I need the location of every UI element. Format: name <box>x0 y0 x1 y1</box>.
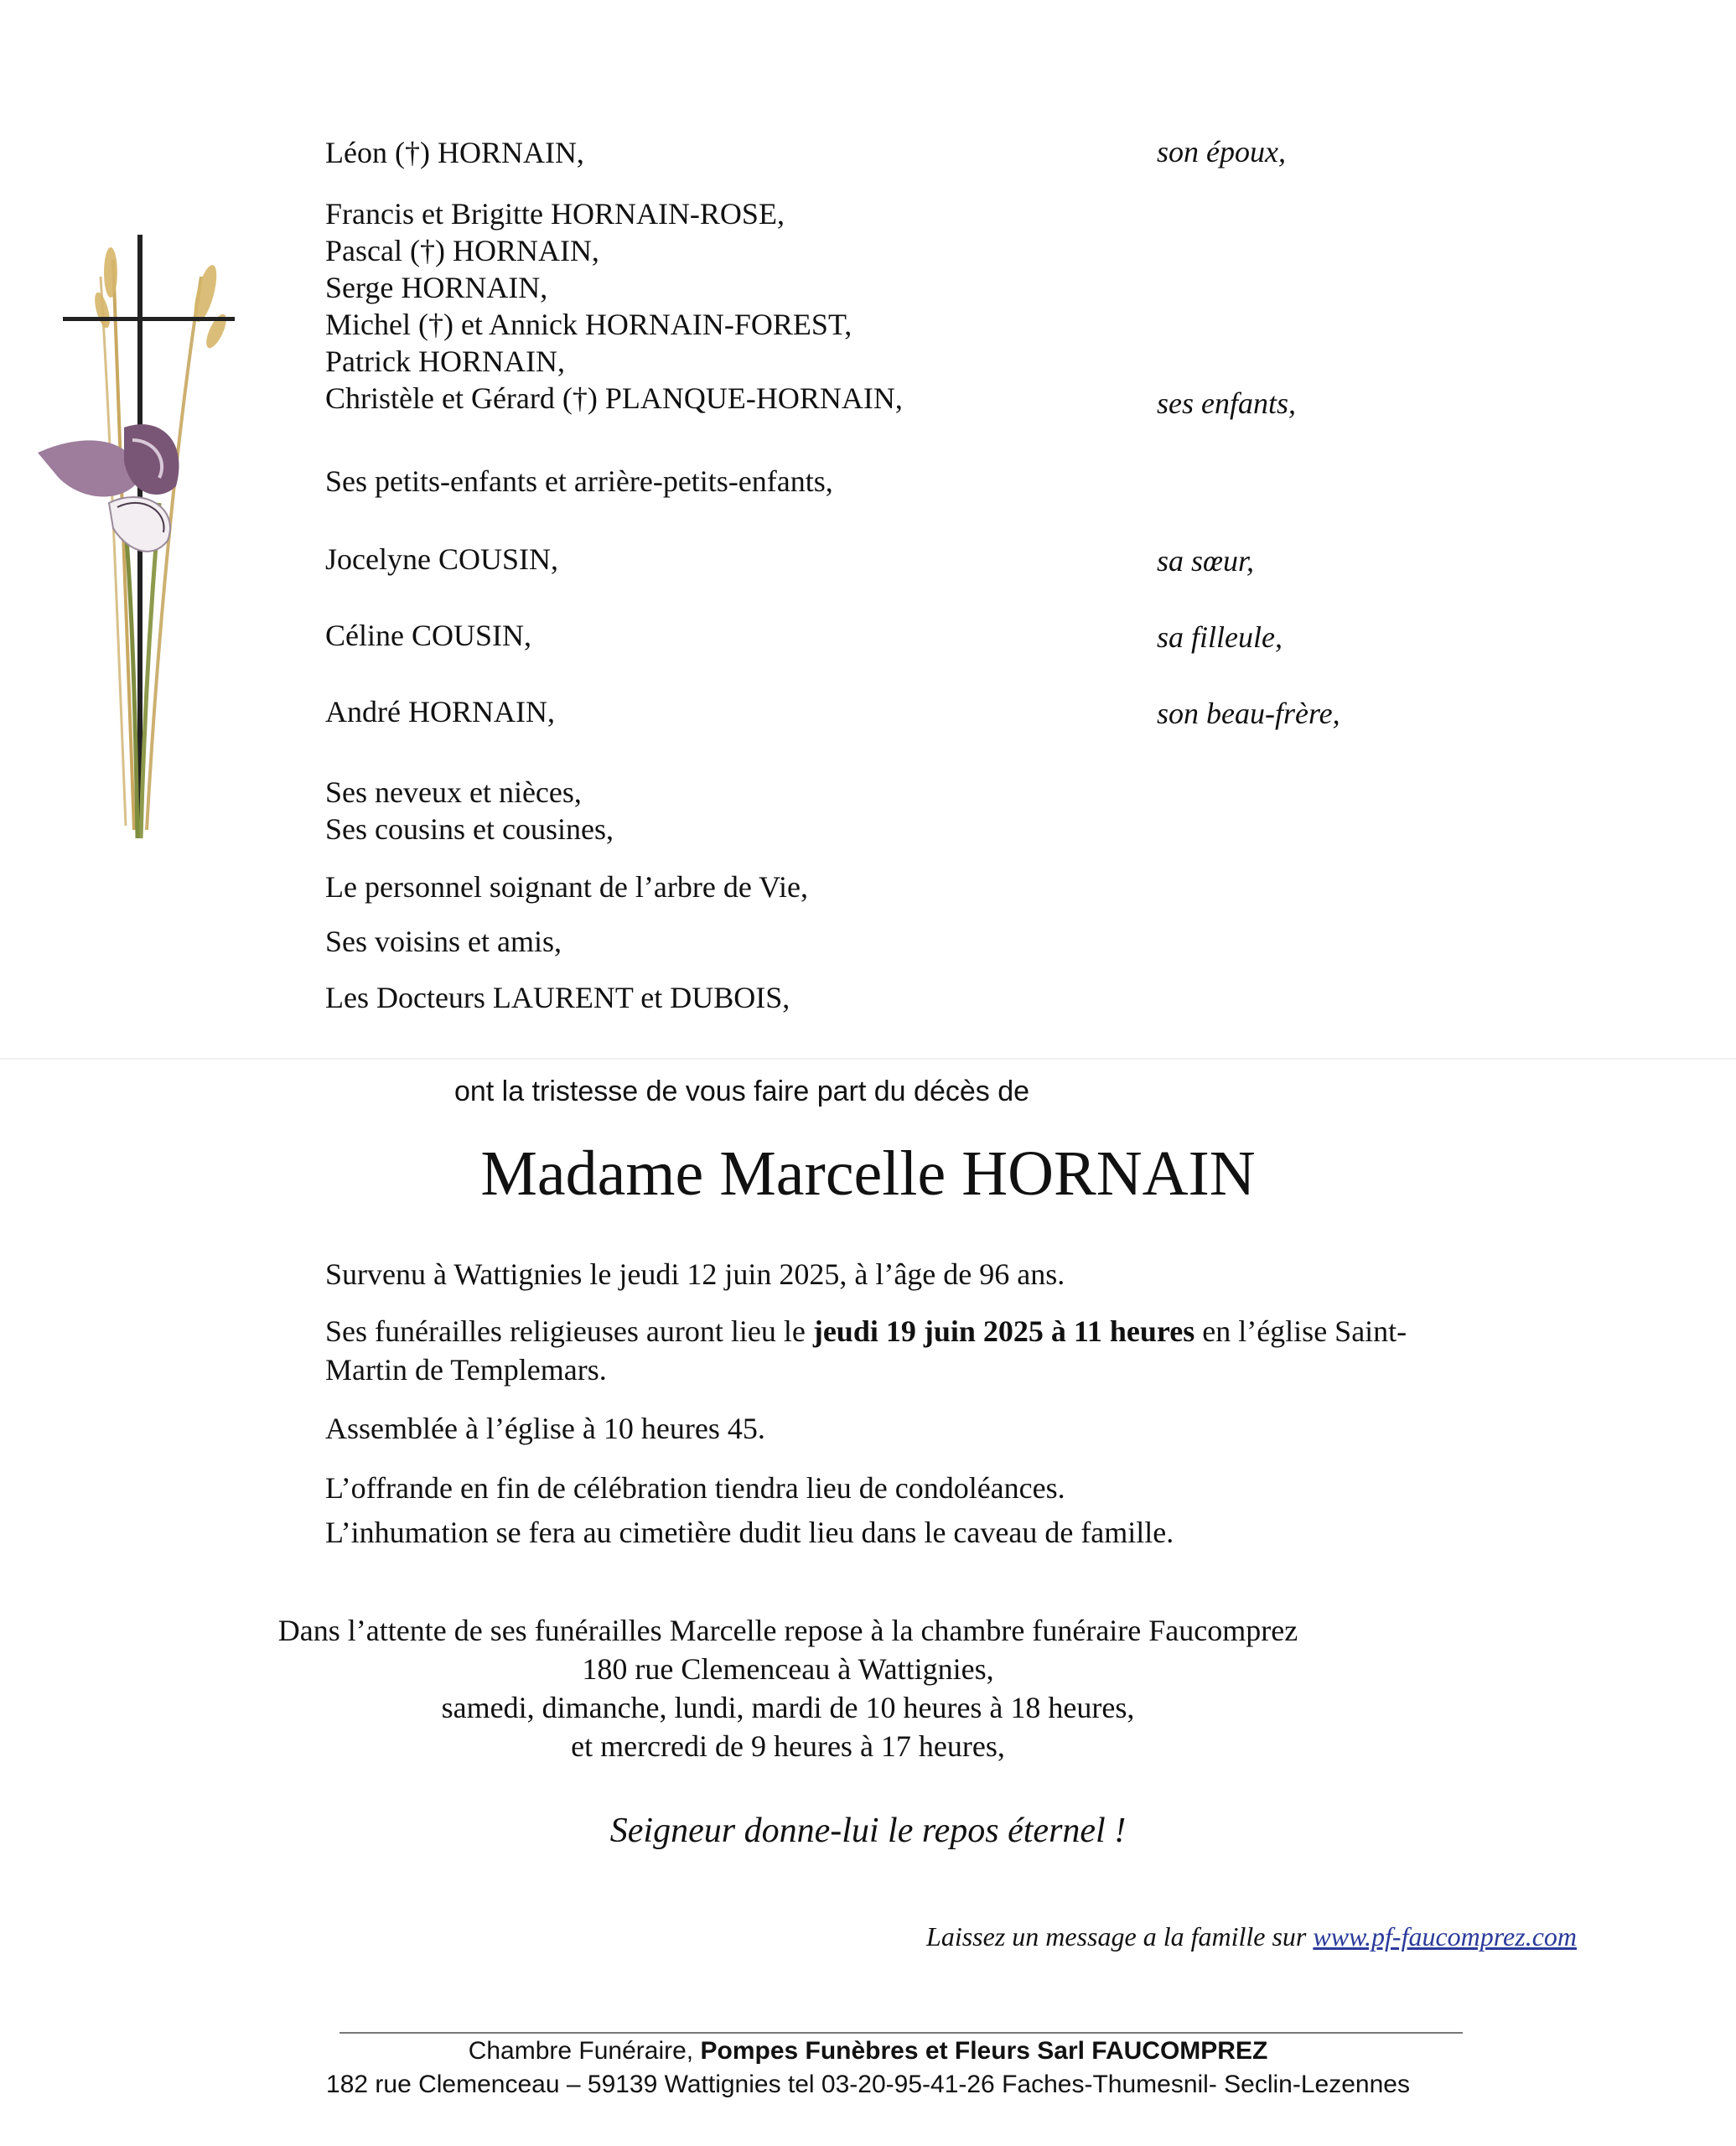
page-fold-line <box>0 1058 1736 1060</box>
death-info: Survenu à Wattignies le jeudi 12 juin 2025, à l’âge de 96 ans. <box>325 1257 1065 1291</box>
footer-line-1 <box>0 2037 1736 2066</box>
prayer: Seigneur donne-lui le repos éternel ! <box>609 1812 1127 1850</box>
family-spouse: Léon (†) HORNAIN, <box>325 136 584 169</box>
funeral-info <box>325 1313 1407 1350</box>
resting-place-line-3: samedi, dimanche, lundi, mardi de 10 heures à 18 heures, <box>441 1691 1135 1724</box>
role-sister: sa sœur, <box>1157 544 1255 578</box>
family-child-4: Michel (†) et Annick HORNAIN-FOREST, <box>325 308 852 341</box>
family-sister: Jocelyne COUSIN, <box>325 542 558 576</box>
footer-address: 182 rue Clemenceau – 59139 Wattignies tel 03-20-95-41-26 Faches-Thumesnil- Seclin-Lezennes <box>326 2071 1410 2098</box>
role-goddaughter: sa filleule, <box>1157 620 1283 654</box>
family-child-1: Francis et Brigitte HORNAIN-ROSE, <box>325 197 785 231</box>
family-child-2: Pascal (†) HORNAIN, <box>325 234 599 267</box>
family-child-6: Christèle et Gérard (†) PLANQUE-HORNAIN, <box>325 381 903 415</box>
family-cousins: Ses cousins et cousines, <box>325 812 614 846</box>
deceased-name: Madame Marcelle HORNAIN <box>480 1138 1256 1209</box>
resting-place-line-2: 180 rue Clemenceau à Wattignies, <box>582 1652 994 1686</box>
website-link[interactable]: www.pf-faucomprez.com <box>1313 1921 1577 1952</box>
funeral-location: Martin de Templemars. <box>325 1353 607 1387</box>
resting-place-line-1: Dans l’attente de ses funérailles Marcelle repose à la chambre funéraire Faucomprez <box>277 1614 1298 1647</box>
resting-place-block <box>180 1611 1396 1765</box>
burial-info: L’inhumation se fera au cimetière dudit lieu dans le caveau de famille. <box>325 1516 1174 1549</box>
offering-info: L’offrande en fin de célébration tiendra lieu de condoléances. <box>325 1471 1065 1505</box>
resting-place-line-4: et mercredi de 9 heures à 17 heures, <box>571 1729 1005 1763</box>
announcement-intro: ont la tristesse de vous faire part du décès de <box>453 1076 1030 1107</box>
family-neighbors: Ses voisins et amis, <box>325 925 562 958</box>
family-nephews: Ses neveux et nièces, <box>325 775 582 809</box>
family-doctors: Les Docteurs LAURENT et DUBOIS, <box>325 981 790 1014</box>
family-brother-in-law: André HORNAIN, <box>325 695 555 728</box>
family-child-5: Patrick HORNAIN, <box>325 345 565 378</box>
role-children: ses enfants, <box>1157 386 1296 420</box>
role-brother-in-law: son beau-frère, <box>1157 697 1340 730</box>
message-text: Laissez un message a la famille sur <box>926 1921 1314 1952</box>
funeral-info-end: en l’église Saint- <box>1194 1314 1407 1348</box>
message-line <box>926 1921 1577 1952</box>
role-spouse: son époux, <box>1157 135 1286 168</box>
family-grandchildren: Ses petits-enfants et arrière-petits-enfants, <box>325 464 833 498</box>
family-child-3: Serge HORNAIN, <box>325 271 548 304</box>
footer-company: Pompes Funèbres et Fleurs Sarl FAUCOMPREZ <box>700 2037 1268 2065</box>
cross-lily-illustration <box>34 226 251 847</box>
footer-chamber: Chambre Funéraire, <box>468 2037 701 2065</box>
family-caregivers: Le personnel soignant de l’arbre de Vie, <box>325 870 808 904</box>
funeral-date-time: jeudi 19 juin 2025 à 11 heures <box>812 1314 1195 1348</box>
funeral-info-start: Ses funérailles religieuses auront lieu le <box>325 1314 813 1348</box>
assembly-info: Assemblée à l’église à 10 heures 45. <box>325 1412 765 1445</box>
footer-divider <box>339 2032 1463 2034</box>
family-goddaughter: Céline COUSIN, <box>325 619 531 652</box>
